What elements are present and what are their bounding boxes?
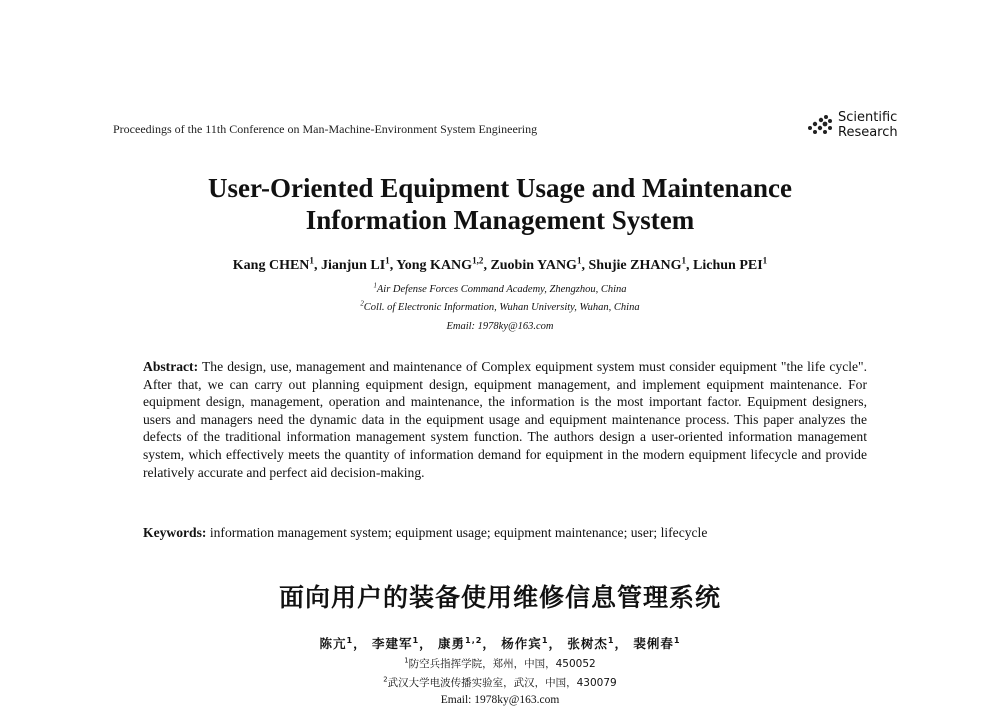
logo-wordmark bbox=[838, 110, 898, 140]
author-name: Lichun PEI bbox=[693, 258, 763, 273]
author bbox=[320, 255, 397, 273]
author-sep: ， bbox=[548, 636, 562, 651]
affiliation-text: Air Defense Forces Command Academy, Zhengzhou, China bbox=[376, 284, 627, 295]
author bbox=[693, 255, 768, 273]
author bbox=[372, 636, 433, 651]
author-sep: , bbox=[313, 258, 321, 273]
abstract-text: The design, use, management and maintenance of Complex equipment system must consider equipment "the life cycle". After that, we can carry out planning equipment design, equipment management, and implement equipment maintenance. For equipment design, management, operation and maintenance, the information is the most important factor. Equipment designers, users and managers need the dynamic data in the equipment usage and equipment maintenance process. This paper analyzes the defects of the traditional information management system function. The authors design a user-oriented information management system, which effectively meets the quantity of information demand for equipment in the modern equipment lifecycle and provide relatively accurate and perfect aid decision-making. bbox=[143, 359, 868, 480]
author bbox=[633, 636, 680, 651]
author bbox=[232, 255, 321, 273]
chinese-author-list bbox=[0, 634, 1000, 652]
affiliation-sup: 2 bbox=[383, 675, 388, 684]
author-sup: 1 bbox=[412, 634, 420, 645]
author bbox=[567, 636, 628, 651]
author-name: Zuobin YANG bbox=[490, 258, 577, 273]
affiliation-sup: 1 bbox=[373, 282, 377, 290]
author-sep: ， bbox=[353, 636, 367, 651]
keywords bbox=[143, 524, 867, 541]
author-sup: 1 bbox=[309, 255, 314, 266]
author-name: Yong KANG bbox=[396, 258, 473, 273]
affiliation-text: Coll. of Electronic Information, Wuhan University, Wuhan, China bbox=[363, 302, 640, 313]
keywords-label: Keywords: bbox=[143, 525, 207, 540]
author-name: 陈亢 bbox=[319, 636, 347, 651]
author-name: 李建军 bbox=[371, 636, 413, 651]
author-sup: 1 bbox=[762, 255, 768, 266]
author-name: 裴俐春 bbox=[633, 636, 674, 651]
author-name: 康勇 bbox=[438, 636, 466, 651]
author-sep: ， bbox=[482, 636, 496, 651]
author-sup: 1,2 bbox=[472, 255, 484, 266]
author bbox=[396, 255, 491, 273]
abstract-label: Abstract: bbox=[143, 359, 199, 374]
author-name: Kang CHEN bbox=[232, 258, 310, 273]
dots-cluster-icon bbox=[806, 114, 834, 136]
author-sup: 1 bbox=[541, 634, 549, 645]
logo-line-2: Research bbox=[838, 125, 898, 140]
running-head: Proceedings of the 11th Conference on Man-Machine-Environment System Engineering bbox=[113, 122, 538, 136]
affiliation-sup: 2 bbox=[360, 300, 364, 308]
publisher-logo bbox=[806, 110, 898, 140]
author-sep: , bbox=[483, 258, 491, 273]
affiliation-text: 防空兵指挥学院，郑州，中国，450052 bbox=[408, 658, 596, 670]
author-name: Jianjun LI bbox=[320, 258, 386, 273]
author-email: Email: 1978ky@163.com bbox=[446, 321, 554, 332]
author-name: 杨作宾 bbox=[501, 636, 542, 651]
author bbox=[490, 255, 589, 273]
chinese-title: 面向用户的装备使用维修信息管理系统 bbox=[278, 583, 721, 612]
author-sup: 1 bbox=[607, 634, 615, 645]
author-sep: , bbox=[581, 258, 589, 273]
affiliation-sup: 1 bbox=[404, 656, 409, 665]
author-sup: 1 bbox=[673, 634, 681, 645]
chinese-email: Email: 1978ky@163.com bbox=[440, 694, 560, 706]
affiliation-2 bbox=[0, 302, 1000, 313]
author-list bbox=[0, 255, 1000, 274]
author bbox=[588, 255, 694, 273]
author-name: 张树杰 bbox=[567, 636, 608, 651]
abstract bbox=[143, 358, 867, 481]
author-sup: 1 bbox=[576, 255, 582, 266]
chinese-affiliation-2 bbox=[0, 675, 1000, 690]
author-sep: ， bbox=[614, 636, 629, 651]
author-name: Shujie ZHANG bbox=[588, 258, 682, 273]
logo-line-1: Scientific bbox=[838, 110, 898, 125]
author-sup: 1 bbox=[346, 634, 354, 645]
author bbox=[319, 636, 366, 651]
chinese-affiliation-1 bbox=[0, 656, 1000, 671]
author-sup: 1,2 bbox=[465, 634, 483, 645]
author bbox=[438, 636, 496, 651]
author-sep: , bbox=[389, 258, 397, 273]
author-sup: 1 bbox=[681, 255, 687, 266]
author bbox=[501, 636, 562, 651]
affiliation-1 bbox=[0, 284, 1000, 295]
author-sep: , bbox=[686, 258, 694, 273]
title-line-2: Information Management System bbox=[305, 205, 695, 235]
keywords-text: information management system; equipment usage; equipment maintenance; user; lifecycle bbox=[209, 525, 708, 540]
affiliation-text: 武汉大学电波传播实验室，武汉，中国，430079 bbox=[387, 677, 617, 689]
author-sep: ， bbox=[419, 636, 433, 651]
paper-title bbox=[0, 172, 1000, 236]
title-line-1: User-Oriented Equipment Usage and Maintenance bbox=[208, 173, 792, 203]
author-sup: 1 bbox=[385, 255, 390, 266]
